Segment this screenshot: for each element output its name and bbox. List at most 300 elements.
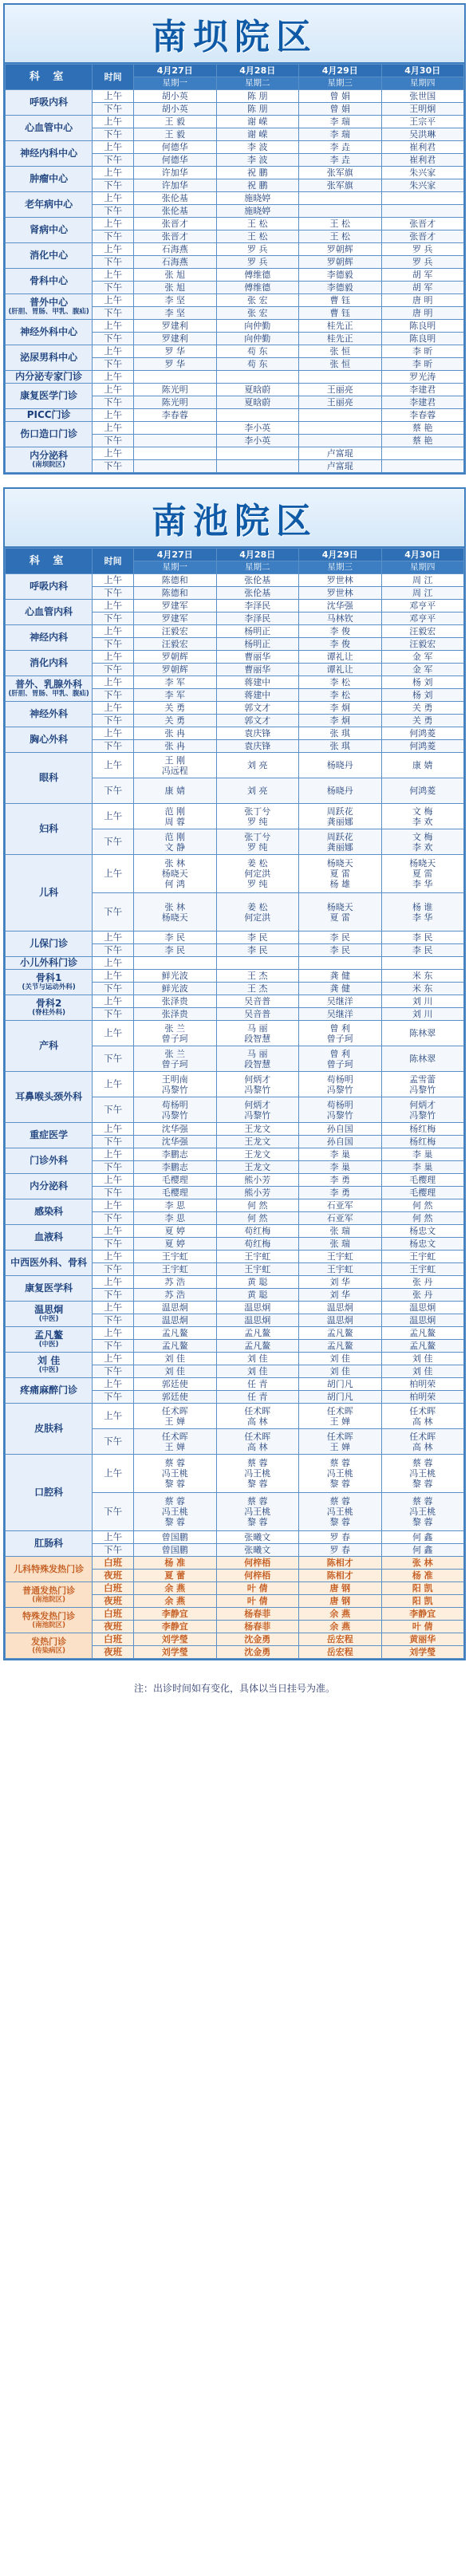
doctor-cell: 李 炯 [299,702,382,715]
department-name [6,1199,93,1225]
session-time: 下午 [93,1046,134,1072]
doctor-cell: 王丽亮 [299,396,382,409]
department-label: 心血管内科 [25,606,73,617]
schedule-row [6,243,464,256]
session-time: 下午 [93,587,134,600]
footer-note: 注：出诊时间如有变化，具体以当日挂号为准。 [133,1683,335,1694]
session-time: 上午 [93,600,134,612]
header-date: 4月29日 [299,65,382,77]
doctor-cell: 陈 朋 [216,103,299,116]
doctor-cell: 郭廷使 [134,1391,217,1404]
doctor-cell: 王宇虹 [299,1251,382,1263]
doctor-cell: 罗 华 [134,345,217,358]
doctor-cell: 曹 钰 [299,294,382,307]
doctor-cell: 温思炯 [134,1302,217,1314]
doctor-cell: 杨晓天 夏 雷 杨 雄 [299,855,382,893]
doctor-cell: 李 波 [216,141,299,154]
department-label: 康复医学科 [25,1282,73,1294]
doctor-cell [134,371,217,384]
doctor-cell: 米 东 [381,970,464,983]
doctor-cell: 王宇虹 [381,1263,464,1276]
department-label: 消化中心 [30,250,69,261]
doctor-cell: 李鹏志 [134,1148,217,1161]
schedule-row [6,167,464,179]
schedule-row [6,1251,464,1263]
doctor-cell: 刘学瑩 [134,1646,217,1659]
schedule-row [6,1276,464,1289]
campus-banner [5,489,464,548]
schedule-row [6,1455,464,1493]
session-time: 上午 [93,218,134,230]
doctor-cell: 王龙文 [216,1161,299,1174]
doctor-cell: 孟凡鳌 [381,1327,464,1340]
department-name [6,1148,93,1174]
header-dept: 科 室 [6,65,93,90]
doctor-cell: 王 杰 [216,983,299,995]
department-label: 儿保门诊 [30,938,69,949]
session-time: 下午 [93,664,134,676]
doctor-cell: 向仲勤 [216,320,299,333]
department-sublabel: (中医) [38,1366,59,1374]
session-time: 下午 [93,1097,134,1123]
department-name [6,447,93,473]
department-label: 特殊发热门诊 [22,1611,76,1621]
doctor-cell: 胡 军 [381,269,464,282]
doctor-cell: 罗朝辉 [134,651,217,664]
department-name [6,1353,93,1378]
department-label: PICC门诊 [26,409,71,420]
doctor-cell: 何梓梧 [216,1557,299,1570]
doctor-cell: 何炳才 冯黎竹 [381,1097,464,1123]
doctor-cell: 张 丹 [381,1276,464,1289]
department-name [6,932,93,957]
doctor-cell: 刘 佳 [216,1365,299,1378]
doctor-cell: 谭礼让 [299,664,382,676]
department-sublabel: (中医) [38,1315,59,1323]
doctor-cell: 温思炯 [216,1314,299,1327]
doctor-cell: 苟杨明 冯黎竹 [299,1072,382,1097]
session-time: 上午 [93,269,134,282]
schedule-row [6,116,464,128]
department-sublabel: (中医) [38,1341,59,1349]
doctor-cell: 李 民 [299,944,382,957]
doctor-cell: 李 俊 [299,625,382,638]
doctor-cell: 张伦基 [134,205,217,218]
doctor-cell: 张 兰 曾子珂 [134,1021,217,1046]
doctor-cell: 陈德和 [134,587,217,600]
department-label: 刘 佳 [37,1355,61,1366]
doctor-cell: 陈良明 [381,320,464,333]
doctor-cell: 张 旭 [134,282,217,294]
session-time: 下午 [93,1314,134,1327]
doctor-cell: 刘 亮 [216,778,299,804]
doctor-cell: 任术晖 高 林 [216,1404,299,1429]
session-time: 上午 [93,1199,134,1212]
doctor-cell: 李 垚 [299,141,382,154]
doctor-cell: 温思炯 [134,1314,217,1327]
doctor-cell: 周 江 [381,574,464,587]
doctor-cell: 李 民 [216,944,299,957]
doctor-cell: 杨春菲 [216,1621,299,1633]
department-label: 心血管中心 [25,122,73,133]
session-time: 上午 [93,1225,134,1238]
department-name [6,1557,93,1582]
header-weekday: 星期四 [381,561,464,574]
doctor-cell: 杨 谁 李 华 [381,893,464,932]
doctor-cell: 李 军 [134,676,217,689]
department-name [6,409,93,422]
header-time: 时间 [93,549,134,574]
department-name [6,1225,93,1251]
department-name [6,371,93,384]
department-name [6,345,93,371]
doctor-cell: 袁庆锋 [216,740,299,753]
department-name [6,574,93,600]
schedule-row [6,702,464,715]
doctor-cell: 汪毅宏 [134,638,217,651]
doctor-cell: 范 刚 周 蓉 [134,804,217,829]
doctor-cell: 石海燕 [134,256,217,269]
doctor-cell: 吴音普 [216,1008,299,1021]
doctor-cell: 李 瑞 [299,128,382,141]
session-time: 下午 [93,1429,134,1455]
doctor-cell: 何 鑫 [381,1531,464,1544]
doctor-cell: 文 梅 李 欢 [381,829,464,855]
doctor-cell [216,957,299,970]
doctor-cell: 苟 东 [216,358,299,371]
doctor-cell: 刘 华 [299,1289,382,1302]
department-name [6,702,93,727]
doctor-cell: 李 巢 [381,1148,464,1161]
department-name [6,116,93,141]
doctor-cell: 曾 利 曾子珂 [299,1021,382,1046]
doctor-cell: 毛樱理 [381,1174,464,1187]
department-name [6,1608,93,1633]
doctor-cell: 王丽亮 [299,384,382,396]
doctor-cell [134,447,217,460]
doctor-cell: 罗 兵 [216,243,299,256]
session-time: 上午 [93,141,134,154]
department-label: 内分泌科 [30,1180,69,1191]
doctor-cell: 李 巢 [299,1161,382,1174]
session-time: 下午 [93,1238,134,1251]
department-label: 眼科 [39,772,59,783]
department-label: 老年病中心 [25,199,73,210]
doctor-cell: 夏 婷 [134,1225,217,1238]
doctor-cell: 岳宏程 [299,1633,382,1646]
doctor-cell: 祝 鹏 [216,179,299,192]
doctor-cell: 孙自国 [299,1123,382,1136]
doctor-cell: 毛樱理 [381,1187,464,1199]
doctor-cell [299,422,382,435]
schedule-table [5,64,464,473]
doctor-cell [216,447,299,460]
doctor-cell: 李鹏志 [134,1161,217,1174]
doctor-cell: 刘 佳 [216,1353,299,1365]
doctor-cell: 李春蓉 [381,409,464,422]
department-name [6,218,93,243]
department-name [6,957,93,970]
doctor-cell [299,409,382,422]
doctor-cell: 毛樱理 [134,1174,217,1187]
doctor-cell: 李 巢 [299,1148,382,1161]
doctor-cell: 夏晗蔚 [216,384,299,396]
doctor-cell: 周 江 [381,587,464,600]
doctor-cell: 王龙文 [216,1136,299,1148]
header-date: 4月30日 [381,65,464,77]
session-time: 下午 [93,1161,134,1174]
doctor-cell: 朱兴家 [381,179,464,192]
doctor-cell: 唐 钢 [299,1595,382,1608]
department-label: 神经外科 [30,708,69,719]
schedule-row [6,753,464,778]
schedule-row [6,1123,464,1136]
doctor-cell: 何鸿菱 [381,740,464,753]
doctor-cell: 张 旭 [134,269,217,282]
department-name [6,1404,93,1455]
doctor-cell: 杨明正 [216,625,299,638]
doctor-cell: 张军旗 [299,179,382,192]
doctor-cell: 唐 明 [381,307,464,320]
doctor-cell: 曾 利 曾子珂 [299,1046,382,1072]
doctor-cell: 鲜光波 [134,983,217,995]
schedule-row [6,1148,464,1161]
doctor-cell: 许加华 [134,167,217,179]
department-label: 呼吸内科 [30,581,69,592]
doctor-cell: 杨晓天 夏 雷 [299,893,382,932]
doctor-cell: 汪毅宏 [134,625,217,638]
session-time: 夜班 [93,1621,134,1633]
doctor-cell: 李 坚 [134,294,217,307]
department-label: 肾病中心 [30,224,69,235]
doctor-cell: 汪毅宏 [381,625,464,638]
doctor-cell: 罗光涛 [381,371,464,384]
session-time: 白班 [93,1633,134,1646]
department-name [6,167,93,192]
department-name [6,1302,93,1327]
campus-section [3,487,466,1660]
department-name [6,995,93,1021]
doctor-cell: 黄丽华 [381,1633,464,1646]
department-label: 胸心外科 [30,734,69,745]
doctor-cell: 范 刚 文 静 [134,829,217,855]
doctor-cell: 张 恒 [299,358,382,371]
schedule-row [6,1327,464,1340]
doctor-cell: 阳 凯 [381,1595,464,1608]
doctor-cell: 叶 倩 [216,1595,299,1608]
doctor-cell: 曾 娟 [299,90,382,103]
doctor-cell: 关 勇 [381,702,464,715]
doctor-cell: 王 杰 [216,970,299,983]
doctor-cell: 王宇虹 [216,1251,299,1263]
header-weekday: 星期二 [216,561,299,574]
session-time: 上午 [93,651,134,664]
doctor-cell: 唐 明 [381,294,464,307]
doctor-cell [381,192,464,205]
doctor-cell: 李静宜 [134,1608,217,1621]
session-time: 下午 [93,638,134,651]
doctor-cell: 刘 亮 [216,753,299,778]
department-name [6,1251,93,1276]
department-label: 内分泌科 [30,450,69,461]
doctor-cell: 柏明荣 [381,1378,464,1391]
department-name [6,625,93,651]
doctor-cell: 罗 兵 [216,256,299,269]
doctor-cell: 汪毅宏 [381,638,464,651]
schedule-row [6,1302,464,1314]
session-time: 上午 [93,167,134,179]
doctor-cell: 杨 准 [381,1570,464,1582]
doctor-cell: 杨 刘 [381,676,464,689]
session-time: 上午 [93,804,134,829]
doctor-cell: 罗朝辉 [134,664,217,676]
doctor-cell: 杨 准 [134,1557,217,1570]
doctor-cell: 陈德和 [134,574,217,587]
doctor-cell: 张 宏 [216,294,299,307]
department-label: 康复医学门诊 [20,390,78,401]
doctor-cell: 张晋才 [381,230,464,243]
doctor-cell: 李 民 [299,932,382,944]
doctor-cell [381,447,464,460]
doctor-cell: 周跃花 龚丽娜 [299,804,382,829]
doctor-cell: 谢 嵘 [216,116,299,128]
department-label: 血液科 [34,1231,64,1243]
doctor-cell [134,460,217,473]
session-time: 下午 [93,396,134,409]
doctor-cell: 周跃花 龚丽娜 [299,829,382,855]
doctor-cell: 张 林 杨晓天 何 鸿 [134,855,217,893]
doctor-cell: 刘 华 [299,1276,382,1289]
doctor-cell: 任 青 [216,1391,299,1404]
doctor-cell [299,192,382,205]
doctor-cell: 吴继洋 [299,1008,382,1021]
header-date: 4月27日 [134,549,217,561]
doctor-cell: 李小英 [216,435,299,447]
doctor-cell: 施晓婷 [216,205,299,218]
doctor-cell: 蔡 艳 [381,435,464,447]
doctor-cell: 张晋才 [381,218,464,230]
session-time: 下午 [93,358,134,371]
doctor-cell: 金 军 [381,651,464,664]
schedule-row [6,422,464,435]
doctor-cell: 刘 川 [381,1008,464,1021]
doctor-cell: 罗 春 [299,1544,382,1557]
doctor-cell: 李 俊 [299,638,382,651]
doctor-cell: 余 燕 [134,1595,217,1608]
doctor-cell: 米 东 [381,983,464,995]
department-label: 耳鼻喉头颈外科 [15,1091,83,1102]
department-label: 口腔科 [34,1487,64,1498]
doctor-cell: 张军旗 [299,167,382,179]
doctor-cell: 胡门凡 [299,1378,382,1391]
doctor-cell: 柏明荣 [381,1391,464,1404]
department-name [6,1123,93,1148]
doctor-cell: 王龙文 [216,1123,299,1136]
schedule-row [6,995,464,1008]
schedule-row [6,1557,464,1570]
schedule-row [6,218,464,230]
doctor-cell [134,957,217,970]
department-name [6,384,93,409]
session-time: 下午 [93,1212,134,1225]
doctor-cell: 任术晖 王 婵 [134,1404,217,1429]
doctor-cell: 任 青 [216,1378,299,1391]
doctor-cell: 李 民 [381,932,464,944]
department-label: 中西医外科、骨科 [10,1257,88,1268]
doctor-cell: 李 坚 [134,307,217,320]
campus-title: 南池院区 [152,502,317,541]
session-time: 上午 [93,371,134,384]
session-time: 下午 [93,103,134,116]
session-time: 下午 [93,740,134,753]
doctor-cell [299,435,382,447]
schedule-row [6,1608,464,1621]
doctor-cell: 罗世林 [299,587,382,600]
doctor-cell: 杨忠文 [381,1238,464,1251]
schedule-row [6,1633,464,1646]
doctor-cell: 吴洪琳 [381,128,464,141]
doctor-cell: 石亚军 [299,1212,382,1225]
doctor-cell: 何德华 [134,141,217,154]
doctor-cell: 罗 兵 [381,256,464,269]
department-name [6,141,93,167]
doctor-cell: 余 燕 [134,1582,217,1595]
doctor-cell: 罗朝辉 [299,243,382,256]
session-time: 下午 [93,460,134,473]
doctor-cell: 苟红梅 [216,1225,299,1238]
doctor-cell: 沈金勇 [216,1646,299,1659]
session-time: 上午 [93,1378,134,1391]
session-time: 下午 [93,230,134,243]
doctor-cell: 杨红梅 [381,1136,464,1148]
doctor-cell: 苏 浩 [134,1276,217,1289]
doctor-cell: 王 松 [216,230,299,243]
doctor-cell: 李德毅 [299,282,382,294]
session-time: 上午 [93,1327,134,1340]
doctor-cell: 任术晖 高 林 [381,1429,464,1455]
department-name [6,753,93,804]
session-time: 上午 [93,855,134,893]
department-name [6,192,93,218]
doctor-cell: 王 毅 [134,128,217,141]
department-name [6,804,93,855]
schedule-row [6,727,464,740]
department-label: 神经内科 [30,632,69,643]
header-weekday: 星期二 [216,77,299,90]
schedule-row [6,1531,464,1544]
doctor-cell: 郭廷使 [134,1378,217,1391]
doctor-cell: 李 思 [134,1212,217,1225]
session-time: 白班 [93,1582,134,1595]
doctor-cell: 温思炯 [216,1302,299,1314]
department-sublabel: (肝胆、胃肠、甲乳、腹疝) [8,690,89,698]
doctor-cell: 康 婧 [134,778,217,804]
session-time: 上午 [93,1455,134,1493]
department-name [6,422,93,447]
department-label: 骨科中心 [30,275,69,286]
doctor-cell: 苟红梅 [216,1238,299,1251]
campus-title: 南坝院区 [152,18,317,57]
doctor-cell: 刘学瑩 [134,1633,217,1646]
doctor-cell: 李 炯 [299,715,382,727]
session-time: 下午 [93,256,134,269]
doctor-cell: 余 燕 [299,1621,382,1633]
doctor-cell: 李建君 [381,396,464,409]
schedule-row [6,957,464,970]
doctor-cell: 张 琪 [299,740,382,753]
doctor-cell: 马 丽 段智慧 [216,1046,299,1072]
doctor-cell: 桂先正 [299,320,382,333]
